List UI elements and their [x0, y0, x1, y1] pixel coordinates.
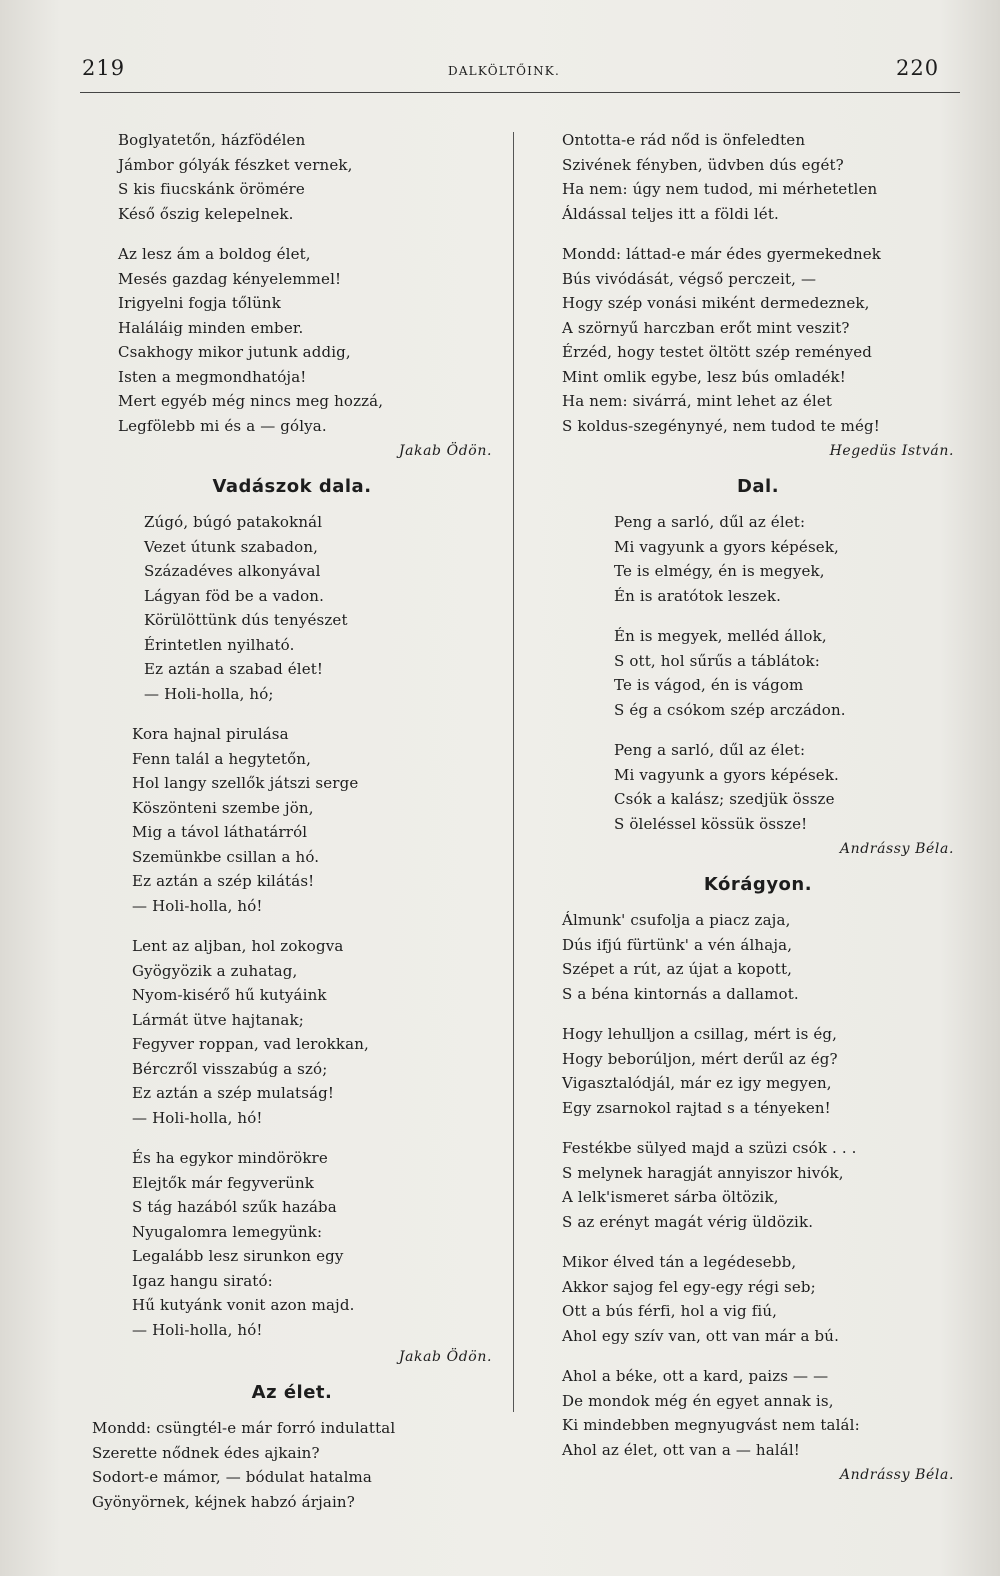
- verse-line: Boglyatetőn, házfödélen: [118, 131, 306, 149]
- verse-line: S a béna kintornás a dallamot.: [562, 984, 799, 1003]
- verse-line: Haláláig minden ember.: [118, 318, 304, 337]
- page-number-right: 220: [896, 56, 940, 80]
- verse-line: Egy zsarnokol rajtad s a tényeken!: [562, 1098, 831, 1117]
- verse-line: Köszönteni szembe jön,: [132, 798, 314, 817]
- verse-line: Én is aratótok leszek.: [614, 586, 781, 605]
- verse-line: Ez aztán a szabad élet!: [144, 660, 324, 678]
- verse-line: Hű kutyánk vonit azon majd.: [132, 1296, 355, 1314]
- verse-line: Századéves alkonyával: [144, 562, 321, 580]
- verse-line: Festékbe sülyed majd a szüzi csók . . .: [562, 1139, 857, 1157]
- verse-line: S az erényt magát vérig üldözik.: [562, 1212, 814, 1231]
- verse-line: Legfölebb mi és a — gólya.: [118, 416, 327, 435]
- poem-author: Hegedüs István.: [829, 443, 954, 459]
- verse-line: Nyom-kisérő hű kutyáink: [132, 986, 327, 1004]
- verse-line: Körülöttünk dús tenyészet: [144, 611, 348, 629]
- poem-az-elet: [92, 1378, 492, 1514]
- verse-line: Vigasztalódjál, már ez igy megyen,: [562, 1074, 832, 1092]
- poem-title: Dal.: [736, 476, 780, 497]
- verse-line: Ez aztán a szép kilátás!: [132, 872, 315, 890]
- stanza: [562, 1136, 954, 1234]
- verse-line: Te is elmégy, én is megyek,: [614, 562, 825, 580]
- verse-line: Kora hajnal pirulása: [132, 725, 289, 743]
- verse-line: Mesés gazdag kényelemmel!: [118, 269, 342, 288]
- poem-author: Jakab Ödön.: [398, 443, 492, 459]
- verse-line: Ez aztán a szép mulatság!: [132, 1084, 335, 1102]
- verse-line: Bús vivódását, végső perczeit, —: [562, 269, 817, 288]
- stanza: [562, 1022, 954, 1120]
- verse-line: Szerette nődnek édes ajkain?: [92, 1443, 320, 1462]
- stanza: [562, 1250, 954, 1348]
- verse-line: Mondd: láttad-e már édes gyermekednek: [562, 245, 882, 263]
- header-rule: [80, 92, 960, 93]
- verse-line: S koldus-szegénynyé, nem tudod te még!: [562, 416, 880, 435]
- verse-line: Bérczről visszabúg a szó;: [132, 1059, 328, 1078]
- verse-line: Gyögyözik a zuhatag,: [132, 961, 298, 980]
- verse-line: — Holi-holla, hó!: [132, 1320, 263, 1339]
- verse-line: Isten a megmondhatója!: [118, 367, 307, 386]
- verse-line: Jámbor gólyák fészket vernek,: [118, 155, 353, 174]
- verse-line: Legalább lesz sirunkon egy: [132, 1247, 344, 1265]
- poem-title: Kórágyon.: [703, 874, 813, 895]
- verse-line: Az lesz ám a boldog élet,: [118, 245, 311, 263]
- verse-line: Mi vagyunk a gyors képések,: [614, 537, 839, 556]
- stanza: [562, 510, 954, 608]
- verse-line: És ha egykor mindörökre: [132, 1149, 328, 1167]
- verse-line: Ahol az élet, ott van a — halál!: [562, 1440, 800, 1459]
- verse-line: S öleléssel kössük össze!: [614, 814, 808, 833]
- poem-author: Andrássy Béla.: [839, 841, 954, 857]
- verse-line: Lent az aljban, hol zokogva: [132, 937, 344, 955]
- verse-line: Fegyver roppan, vad lerokkan,: [132, 1035, 369, 1053]
- poem-koragyon: [562, 870, 954, 1488]
- verse-line: Hol langy szellők játszi serge: [132, 774, 359, 792]
- verse-line: Érintetlen nyilható.: [144, 635, 295, 654]
- verse-line: Ahol egy szív van, ott van már a bú.: [562, 1326, 840, 1345]
- poem-golya: [92, 128, 492, 464]
- stanza: [92, 128, 492, 226]
- poem-vadaszok-dala: [92, 472, 492, 1370]
- column-divider: [513, 132, 514, 1412]
- verse-line: — Holi-holla, hó!: [132, 896, 263, 915]
- stanza: [562, 738, 954, 836]
- verse-line: Késő őszig kelepelnek.: [118, 204, 294, 223]
- verse-line: Mig a távol láthatárról: [132, 823, 308, 841]
- verse-line: Lágyan föd be a vadon.: [144, 586, 325, 605]
- verse-line: Ha nem: úgy nem tudod, mi mérhetetlen: [562, 180, 878, 198]
- poem-author: Andrássy Béla.: [839, 1467, 954, 1483]
- stanza: [92, 722, 492, 918]
- verse-line: De mondok még én egyet annak is,: [562, 1391, 834, 1410]
- verse-line: S ég a csókom szép arczádon.: [614, 700, 846, 719]
- verse-line: S kis fiucskánk örömére: [118, 180, 305, 198]
- verse-line: Mikor élved tán a legédesebb,: [562, 1253, 797, 1271]
- verse-line: Áldással teljes itt a földi lét.: [562, 204, 779, 223]
- poem-title: Vadászok dala.: [212, 476, 372, 497]
- verse-line: Gyönyörnek, kéjnek habzó árjain?: [92, 1492, 355, 1511]
- stanza: [92, 1146, 492, 1342]
- verse-line: Szemünkbe csillan a hó.: [132, 847, 320, 866]
- verse-line: Elejtők már fegyverünk: [132, 1173, 315, 1192]
- stanza: [562, 242, 954, 438]
- poem-az-elet-continued: [562, 128, 954, 464]
- verse-line: S tág hazából szűk hazába: [132, 1198, 337, 1216]
- verse-line: S ott, hol sűrűs a táblátok:: [614, 651, 821, 670]
- stanza: [562, 128, 954, 226]
- verse-line: — Holi-holla, hó;: [144, 684, 274, 703]
- verse-line: Érzéd, hogy testet öltött szép reményed: [562, 343, 873, 361]
- verse-line: Dús ifjú fürtünk' a vén álhaja,: [562, 935, 793, 954]
- verse-line: Te is vágod, én is vágom: [614, 676, 804, 694]
- verse-line: Csakhogy mikor jutunk addig,: [118, 343, 351, 361]
- page-number-left: 219: [82, 56, 126, 80]
- verse-line: S melynek haragját annyiszor hivók,: [562, 1163, 844, 1182]
- verse-line: Vezet útunk szabadon,: [144, 537, 319, 556]
- verse-line: Igaz hangu sirató:: [132, 1271, 273, 1290]
- verse-line: Ki mindebben megnyugvást nem talál:: [562, 1416, 860, 1434]
- poem-dal: [562, 472, 954, 862]
- verse-line: Szépet a rút, az újat a kopott,: [562, 960, 793, 978]
- stanza: [92, 1416, 492, 1514]
- verse-line: Hogy szép vonási miként dermedeznek,: [562, 294, 870, 312]
- stanza: [92, 934, 492, 1130]
- verse-line: Peng a sarló, dűl az élet:: [614, 513, 806, 531]
- verse-line: Hogy beborúljon, mért derűl az ég?: [562, 1049, 838, 1068]
- verse-line: Sodort-e mámor, — bódulat hatalma: [92, 1468, 373, 1486]
- verse-line: Akkor sajog fel egy-egy régi seb;: [562, 1277, 816, 1296]
- stanza: [92, 510, 492, 706]
- verse-line: Ontotta-e rád nőd is önfeledten: [562, 131, 806, 149]
- left-column: [92, 128, 492, 1530]
- verse-line: Ha nem: sivárrá, mint lehet az élet: [562, 392, 833, 410]
- verse-line: Én is megyek, melléd állok,: [614, 627, 827, 645]
- stanza: [562, 1364, 954, 1462]
- verse-line: Mert egyéb még nincs meg hozzá,: [118, 392, 384, 410]
- verse-line: Irigyelni fogja tőlünk: [118, 294, 281, 312]
- verse-line: Ott a bús férfi, hol a vig fiú,: [562, 1302, 778, 1320]
- verse-line: Hogy lehulljon a csillag, mért is ég,: [562, 1025, 838, 1043]
- verse-line: Fenn talál a hegytetőn,: [132, 749, 311, 768]
- verse-line: Zúgó, búgó patakoknál: [144, 513, 323, 531]
- poem-title: Az élet.: [251, 1382, 333, 1403]
- stanza: [562, 908, 954, 1006]
- running-header: DALKÖLTŐINK.: [448, 64, 560, 78]
- poem-author: Jakab Ödön.: [398, 1349, 492, 1365]
- verse-line: Álmunk' csufolja a piacz zaja,: [562, 911, 791, 929]
- verse-line: Nyugalomra lemegyünk:: [132, 1222, 323, 1241]
- right-column: [562, 128, 954, 1488]
- stanza: [562, 624, 954, 722]
- verse-line: A lelk'ismeret sárba öltözik,: [562, 1188, 779, 1206]
- verse-line: Mondd: csüngtél-e már forró indulattal: [92, 1419, 396, 1437]
- verse-line: Ahol a béke, ott a kard, paizs — —: [562, 1367, 829, 1385]
- verse-line: Szivének fényben, üdvben dús egét?: [562, 155, 844, 174]
- verse-line: Mi vagyunk a gyors képések.: [614, 765, 839, 784]
- verse-line: Lármát ütve hajtanak;: [132, 1010, 304, 1029]
- verse-line: Csók a kalász; szedjük össze: [614, 790, 835, 808]
- verse-line: — Holi-holla, hó!: [132, 1108, 263, 1127]
- verse-line: Peng a sarló, dűl az élet:: [614, 741, 806, 759]
- stanza: [92, 242, 492, 438]
- verse-line: Mint omlik egybe, lesz bús omladék!: [562, 367, 846, 386]
- verse-line: A szörnyű harczban erőt mint veszit?: [562, 318, 850, 337]
